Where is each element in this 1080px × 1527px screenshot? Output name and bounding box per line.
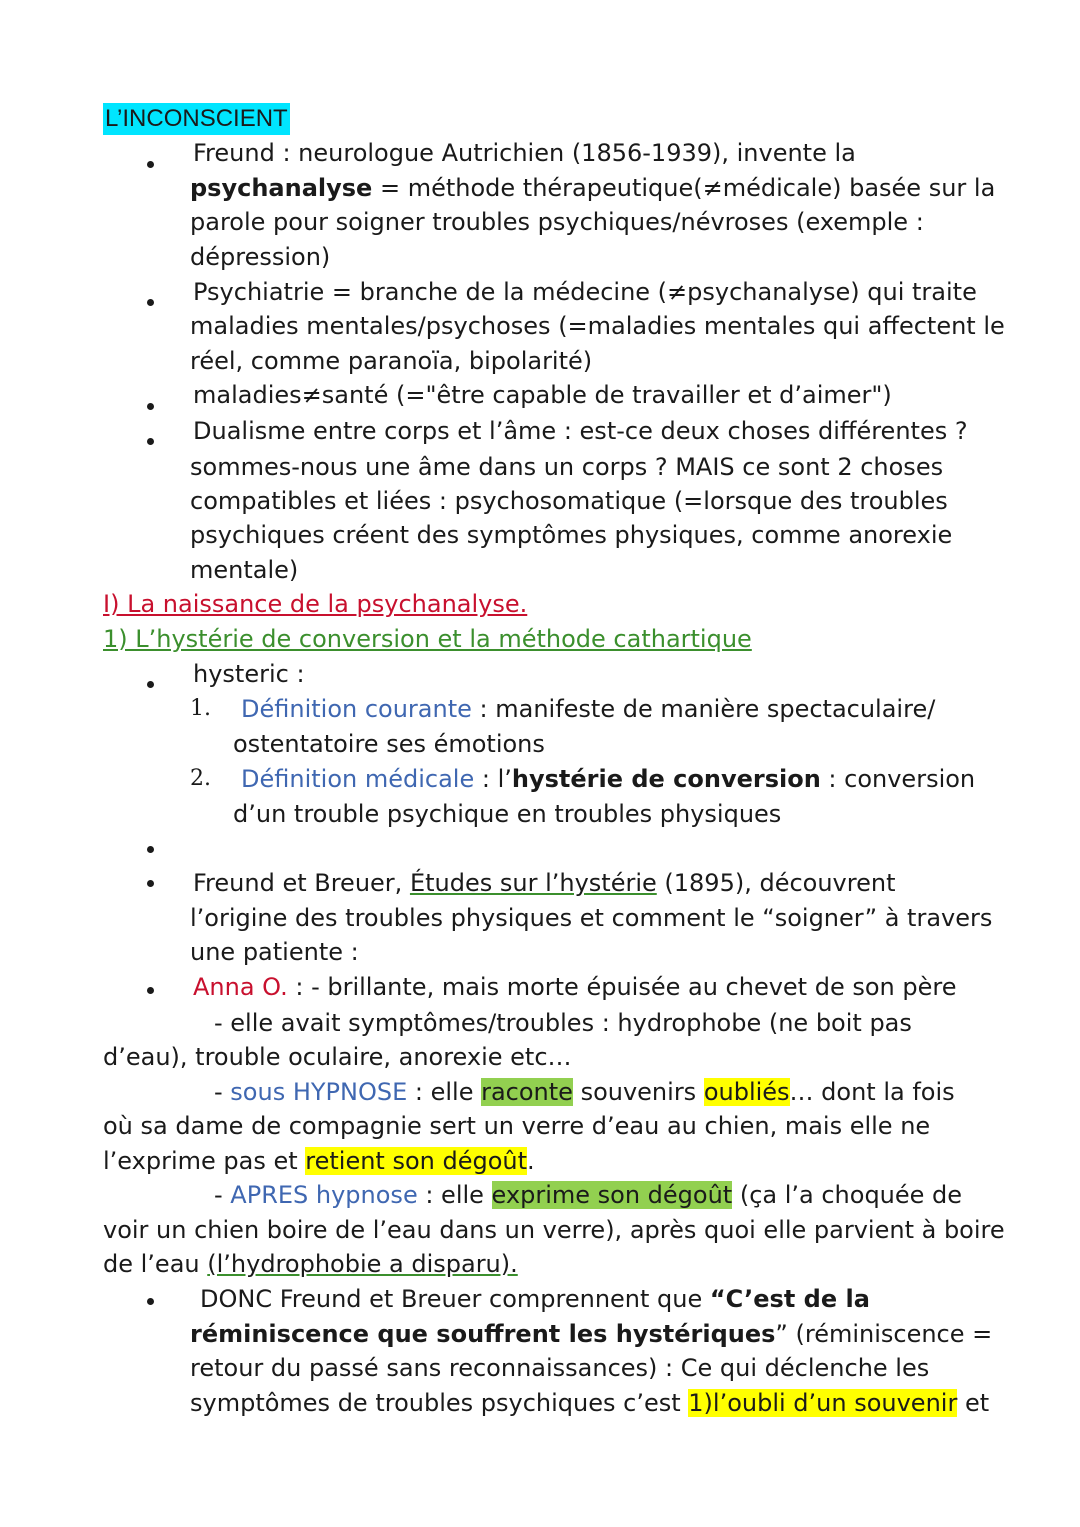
maladies-line: maladies≠santé (="être capable de travailler et d’aimer") [193,381,892,409]
bullet [147,987,154,994]
anna-name: Anna O. [193,973,288,1001]
psychiatrie-line-2: maladies mentales/psychoses (=maladies mentales qui affectent le [190,312,1005,340]
page-title: L’INCONSCIENT [103,103,290,135]
dualisme-line-1: Dualisme entre corps et l’âme : est-ce deux choses différentes ? [193,417,968,445]
highlight-oubli-souvenir: 1)l’oubli d’un souvenir [688,1389,958,1417]
freund-line-4: dépression) [190,243,331,271]
dualisme-line-2: sommes-nous une âme dans un corps ? MAIS ce sont 2 choses [190,453,944,481]
bullet [147,403,154,410]
anna-line-5: où sa dame de compagnie sert un verre d’eau au chien, mais elle ne [103,1112,931,1140]
anna-line-6: l’exprime pas et retient son dégoût. [103,1147,535,1175]
dualisme-line-3: compatibles et liées : psychosomatique (=lorsque des troubles [190,487,948,515]
anna-line-2: - elle avait symptômes/troubles : hydrophobe (ne boit pas [214,1009,912,1037]
sous-hypnose: sous HYPNOSE [230,1078,408,1106]
highlight-oublies: oubliés [703,1078,790,1106]
freund-line-1: Freund : neurologue Autrichien (1856-1939), invente la [193,139,856,167]
list-number: 1. [190,696,211,721]
anna-line-7: - APRES hypnose : elle exprime son dégoût (ça l’a choquée de [214,1181,963,1209]
term-psychanalyse: psychanalyse [190,174,373,202]
definition-medicale-line-1: Définition médicale : l’hystérie de conversion : conversion [241,765,976,793]
anna-line-9: de l’eau (l’hydrophobie a disparu). [103,1250,518,1278]
bullet [147,299,154,306]
freund-line-3: parole pour soigner troubles psychiques/névroses (exemple : [190,208,924,236]
definition-medicale-label: Définition médicale [241,765,475,793]
bullet [147,438,154,445]
highlight-raconte: raconte [481,1078,573,1106]
dualisme-line-4: psychiques créent des symptômes physiques, comme anorexie [190,521,953,549]
etudes-line-2: l’origine des troubles physiques et comment le “soigner” à travers [190,904,993,932]
apres-hypnose: APRES hypnose [230,1181,418,1209]
list-number: 2. [190,766,211,791]
bullet [147,681,154,688]
highlight-retient: retient son dégoût [305,1147,528,1175]
bullet [147,880,154,887]
anna-line-1: Anna O. : - brillante, mais morte épuisée au chevet de son père [193,973,957,1001]
highlight-exprime: exprime son dégoût [491,1181,733,1209]
donc-line-3: retour du passé sans reconnaissances) : Ce qui déclenche les [190,1354,930,1382]
subsection-heading: 1) L’hystérie de conversion et la méthode cathartique [103,625,752,653]
bullet [147,161,154,168]
term-hysterie-de-conversion: hystérie de conversion [511,765,821,793]
freund-line-2: psychanalyse = méthode thérapeutique(≠médicale) basée sur la [190,174,996,202]
etudes-line-3: une patiente : [190,938,359,966]
section-heading: I) La naissance de la psychanalyse. [103,590,528,618]
definition-courante-label: Définition courante [241,695,472,723]
dualisme-line-5: mentale) [190,556,299,584]
anna-line-3: d’eau), trouble oculaire, anorexie etc… [103,1043,572,1071]
hydrophobie-disparu: (l’hydrophobie a disparu). [207,1250,518,1278]
definition-medicale-line-2: d’un trouble psychique en troubles physiques [233,800,782,828]
definition-courante-line-1: Définition courante : manifeste de manière spectaculaire/ [241,695,936,723]
psychiatrie-line-3: réel, comme paranoïa, bipolarité) [190,347,593,375]
bullet [147,846,154,853]
donc-line-4: symptômes de troubles psychiques c’est 1)l’oubli d’un souvenir et [190,1389,990,1417]
donc-line-2: réminiscence que souffrent les hystériques” (réminiscence = [190,1320,993,1348]
quote-reminiscence: réminiscence que souffrent les hystériques [190,1320,776,1348]
donc-line-1: DONC Freund et Breuer comprennent que “C’est de la [200,1285,870,1313]
psychiatrie-line-1: Psychiatrie = branche de la médecine (≠psychanalyse) qui traite [193,278,977,306]
book-title: Études sur l’hystérie [409,869,657,897]
hysteric-label: hysteric : [193,660,305,688]
etudes-line-1: Freund et Breuer, Études sur l’hystérie (1895), découvrent [193,869,896,897]
definition-courante-line-2: ostentatoire ses émotions [233,730,545,758]
bullet [147,1298,154,1305]
anna-line-4: - sous HYPNOSE : elle raconte souvenirs oubliés… dont la fois [214,1078,955,1106]
anna-line-8: voir un chien boire de l’eau dans un verre), après quoi elle parvient à boire [103,1216,1005,1244]
quote-start: “C’est de la [709,1285,870,1313]
